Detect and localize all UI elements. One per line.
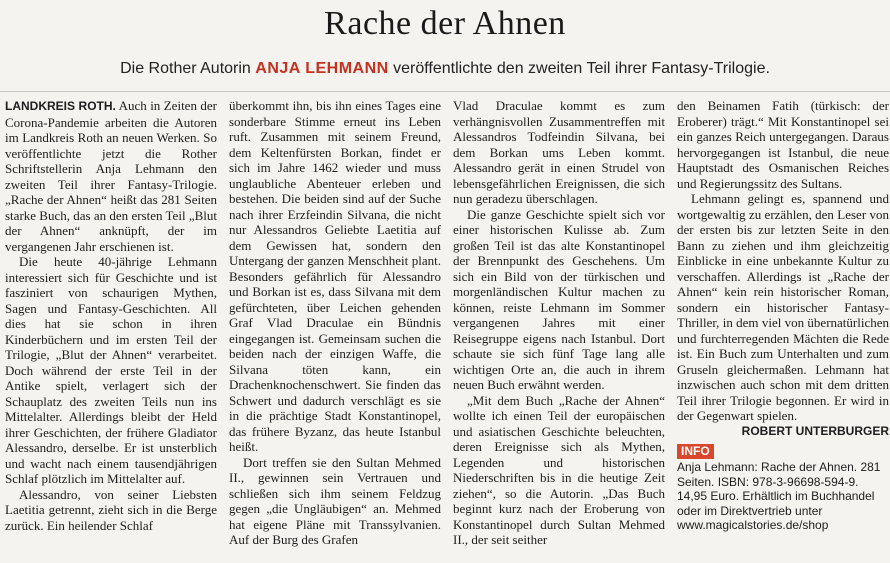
article-author: ROBERT UNTERBURGER [741, 423, 889, 438]
article-column-1 [5, 98, 217, 533]
article-column-2 [229, 98, 441, 548]
paragraph-text: Auch in Zeiten der Corona-Pandemie arbeiten die Autoren im Landkreis Roth an neuen Werken. So veröffentlichte jetzt die Rother Schriftstellerin Anja Lehmann den zweiten Teil ihrer Fantasy-Trilogie. „Rache der Ahnen“ heißt das 281 Seiten starke Buch, das an den ersten Teil „Blut der Ahnen“ anknüpft, der im vergangenen Jahr erschienen ist. [5, 98, 217, 254]
article-headline: Rache der Ahnen [324, 5, 566, 42]
subhead-text-after: veröffentlichte den zweiten Teil ihrer Fantasy-Trilogie. [388, 60, 770, 77]
article-paragraph: Die ganze Geschichte spielt sich vor einer historischen Kulisse ab. Zum großen Teil ist das alte Konstantinopel der Brennpunkt des Geschehens. Um sich ein Bild von der türkischen und morgenländischen Kultur machen zu können, reiste Lehmann im Sommer vergangenen Jahres mit einer Reisegruppe eigens nach Istanbul. Dort schaute sie sich fünf Tage lang alle wichtigen Orte an, die auch in ihrem neuen Buch erwähnt werden. [453, 206, 665, 392]
article-paragraph: den Beinamen Fatih (türkisch: der Eroberer) trägt.“ Mit Konstantinopel sei ein ganzes Reich untergegangen. Daraus hervorgegangen ist Istanbul, die neue Hauptstadt des Osmanischen Reiches und Regierungssitz des Sultans. [677, 98, 889, 191]
article-column-4 [677, 98, 889, 533]
subhead-author-name: ANJA LEHMANN [255, 60, 389, 77]
subhead-text-before: Die Rother Autorin [120, 60, 256, 77]
info-badge: INFO [677, 444, 714, 459]
article-paragraph: Dort treffen sie den Sultan Mehmed II., gewinnen sein Vertrauen und schließen sich ihm seinem Feldzug gegen „die Ungläubigen“ an. Mehmed hat eigene Pläne mit Transsylvanien. Auf der Burg des Grafen [229, 454, 441, 547]
article-paragraph: „Mit dem Buch „Rache der Ahnen“ wollte ich einen Teil der europäischen und asiatischen Geschichte beleuchten, deren Ereignisse sich als Mythen, Legenden und historischen Niederschriften bis in die heutige Zeit ziehen“, so die Autorin. „Das Buch beginnt kurz nach der Eroberung von Konstantinopel durch Sultan Mehmed II., der seit seither [453, 392, 665, 547]
info-text: Anja Lehmann: Rache der Ahnen. 281 Seiten. ISBN: 978-3-96698-594-9. 14,95 Euro. Erhältlich im Buchhandel oder im Direktvertrieb unter www.magicalstories.de/shop [677, 460, 881, 532]
article-column-3 [453, 98, 665, 548]
article-paragraph [5, 98, 217, 254]
article-paragraph: Lehmann gelingt es, spannend und wortgewaltig zu erzählen, den Leser von der ersten bis zur letzten Seite in den Bann zu ziehen und ihm gleichzeitig Einblicke in eine unbekannte Kultur zu verschaffen. Allerdings ist „Rache der Ahnen“ kein rein historischer Roman, sondern ein historischer Fantasy-Thriller, in dem viel von übernatürlichen und furchterregenden Mächten die Rede ist. Ein Buch zum Unterhalten und zum Gruseln gleichermaßen. Lehmann hat inzwischen auch schon mit dem dritten Teil ihrer Trilogie begonnen. Er wird in der Gegenwart spielen. [677, 191, 889, 423]
article-paragraph: Alessandro, von seiner Liebsten Laetitia getrennt, zieht sich in die Berge zurück. Ein heilender Schlaf [5, 486, 217, 533]
article-paragraph: Die heute 40-jährige Lehmann interessiert sich für Geschichte und ist fasziniert von schaurigen Mythen, Sagen und Fantasy-Geschichten. All dies hat sie schon in ihren Kinderbüchern und im ersten Teil der Trilogie, „Blut der Ahnen“ verarbeitet. Doch während der erste Teil in der Antike spielt, verlagert sich der Schauplatz des zweiten Teils nun ins Mittelalter. Allerdings bleibt der Held ihrer Geschichten, der frühere Gladiator Alessandro, derselbe. Er ist unsterblich und wacht nach einem tausendjährigen Schlaf plötzlich im Mittelalter auf. [5, 254, 217, 486]
article-paragraph: überkommt ihn, bis ihn eines Tages eine sonderbare Stimme erneut ins Leben ruft. Zusammen mit seinem Freund, dem Keltenfürsten Borkan, findet er sich im Jahre 1462 wieder und muss unglaubliche Abenteuer erleben und bestehen. Die beiden sind auf der Suche nach ihrer Erzfeindin Silvana, die nicht nur Alessandros Geliebte Laetitia auf dem Gewissen hat, sondern den Untergang der ganzen Menschheit plant. Besonders gefährlich für Alessandro und Borkan ist es, dass Silvana mit dem gefürchteten, über Leichen gehenden Graf Vlad Draculae ein Bündnis eingegangen ist. Gemeinsam suchen die beiden nach der einzigen Waffe, die Silvana töten kann, ein Drachenknochenschwert. Sie finden das Schwert und dadurch verschlägt es sie in die prächtige Stadt Konstantinopel, das frühere Byzanz, das heute Istanbul heißt. [229, 98, 441, 454]
article-subhead [0, 58, 890, 80]
dateline: LANDKREIS ROTH. [5, 99, 116, 113]
header-divider [0, 91, 890, 92]
article-paragraph: Vlad Draculae kommt es zum verhängnisvollen Zusammentreffen mit Alessandros Todfeindin Silvana, bei dem Borkan ums Leben kommt. Alessandro gerät in einen Strudel von lebensgefährlichen Ereignissen, die sich nun geradezu überschlagen. [453, 98, 665, 206]
